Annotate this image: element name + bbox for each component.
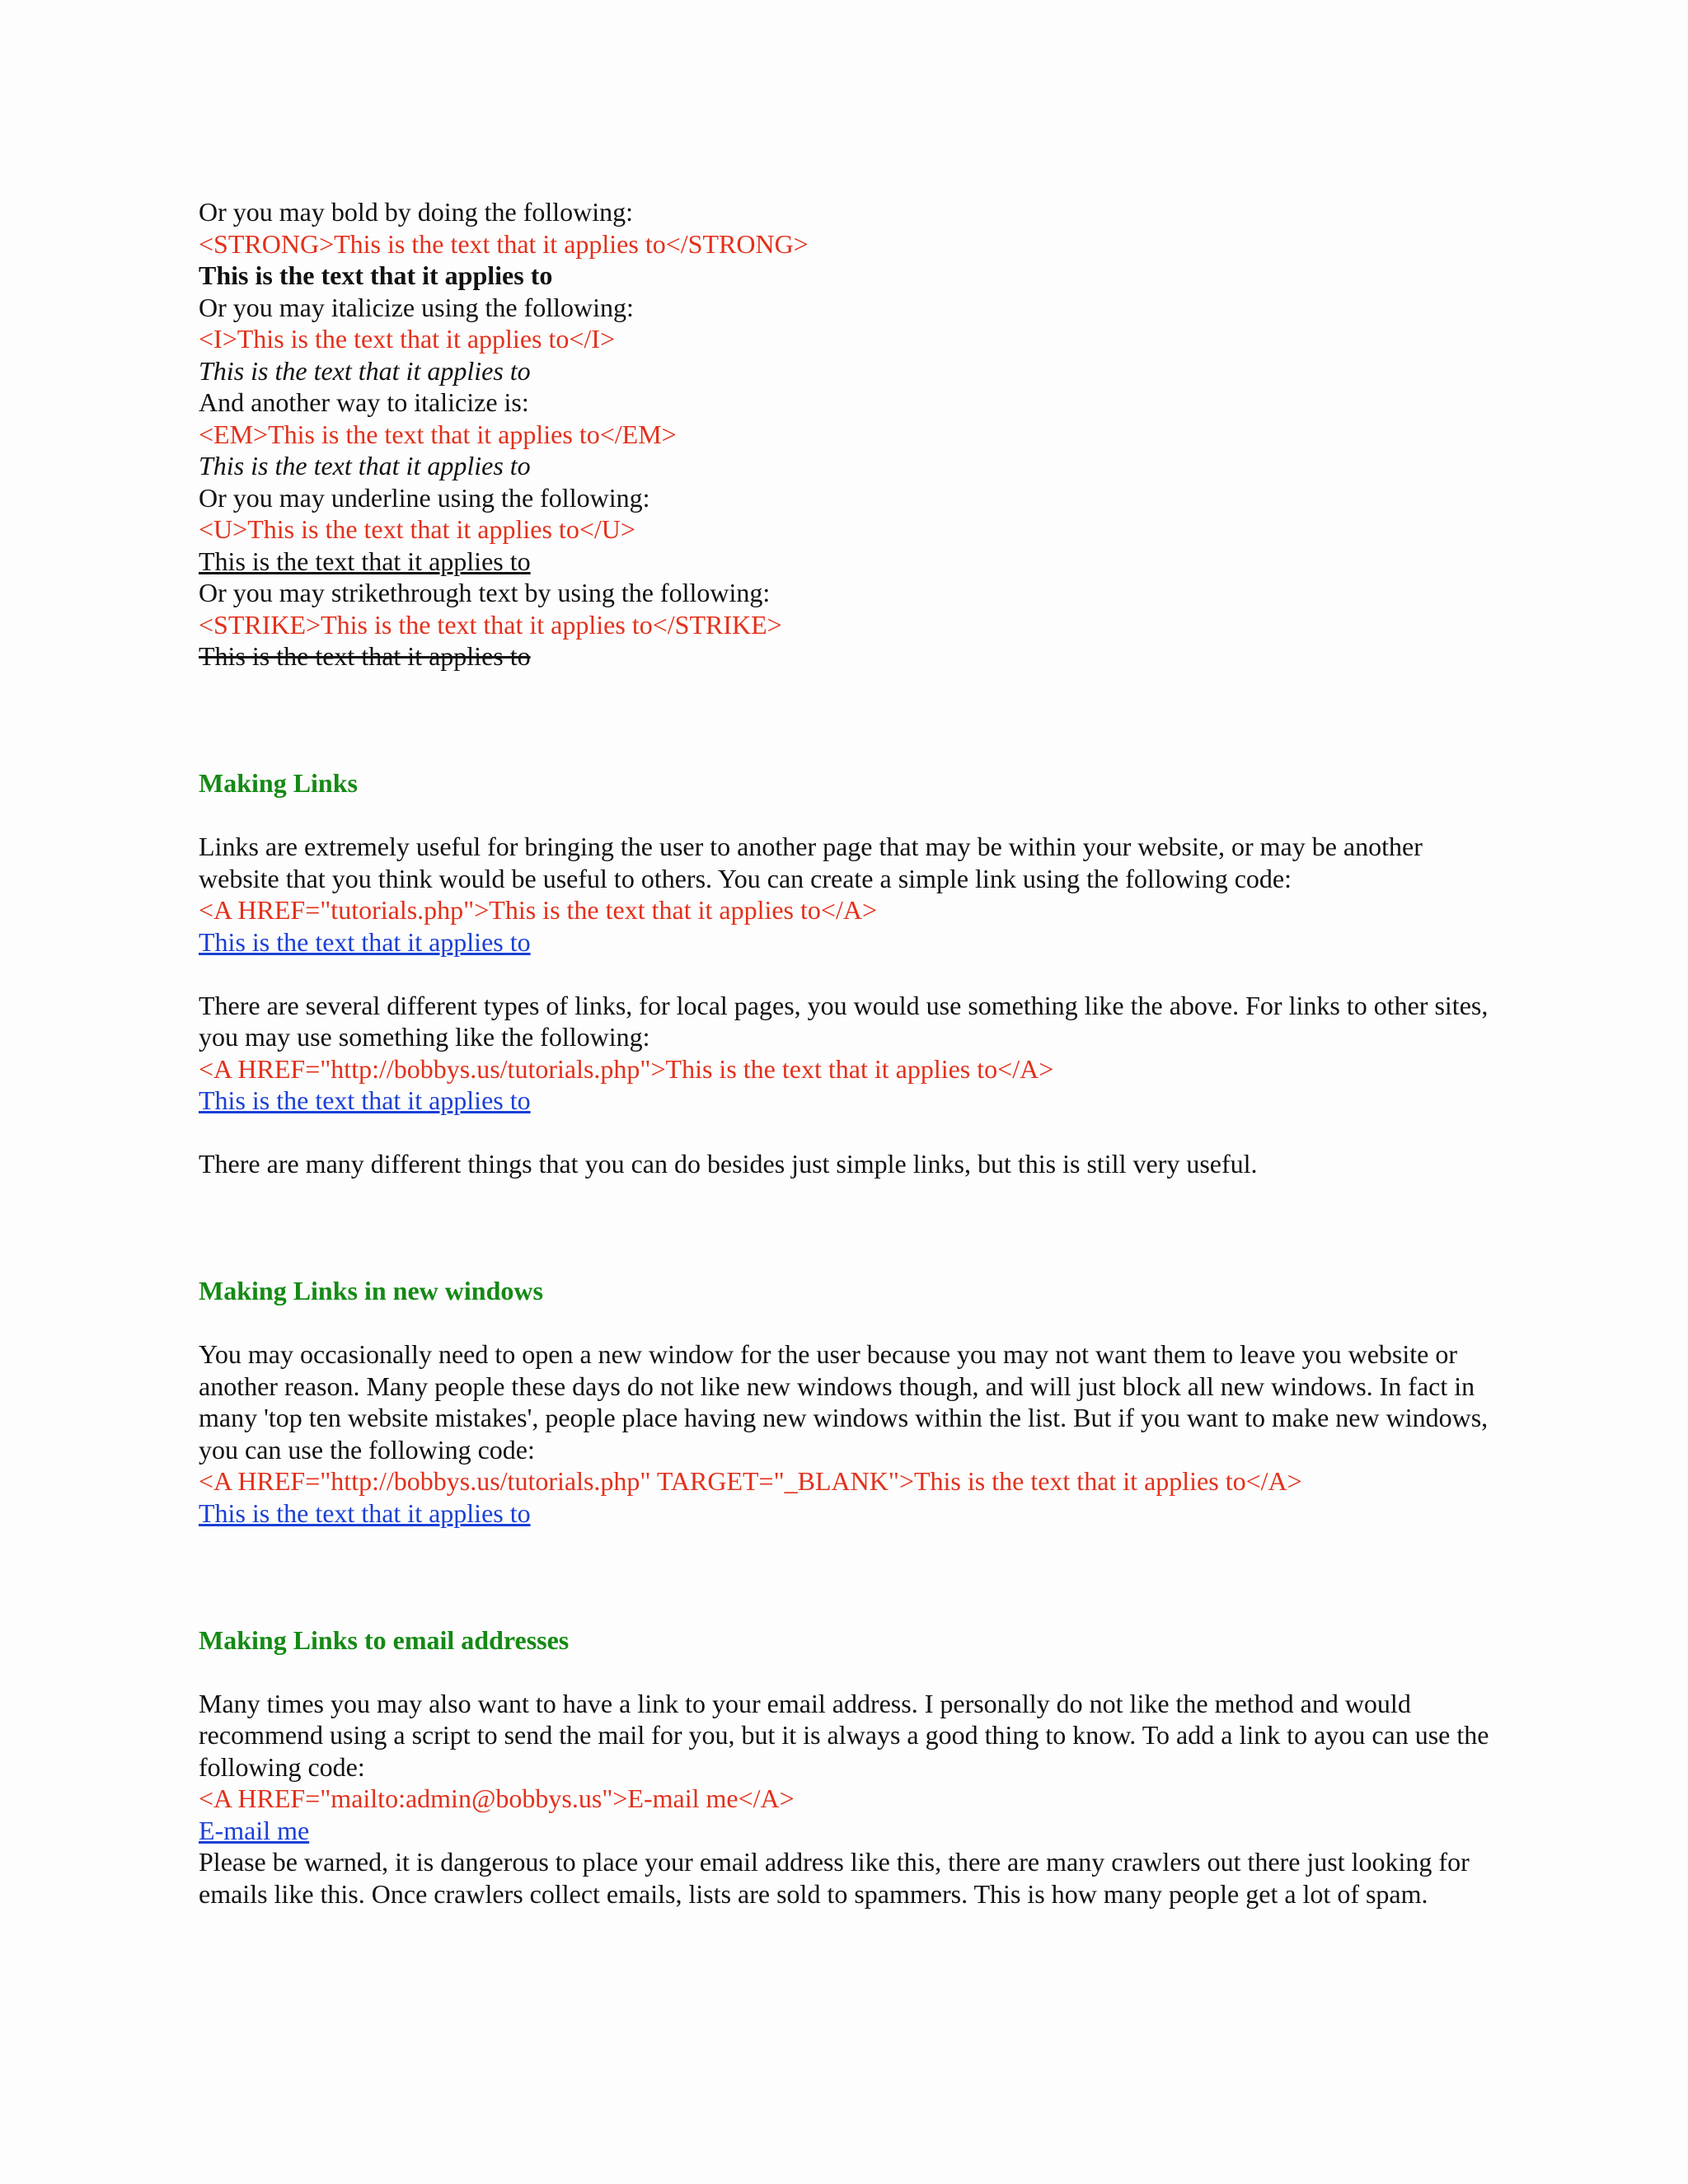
strike-intro: Or you may strikethrough text by using the following:	[199, 578, 771, 607]
links-intro: Links are extremely useful for bringing the user to another page that may be within your website, or may be another website that you think would be useful to others. You can create a simple link using the following code:	[199, 832, 1423, 893]
email-intro: Many times you may also want to have a link to your email address. I personally do not like the method and would recommend using a script to send the mail for you, but it is always a good thing to know. To add a link to ayou can use the following code:	[199, 1688, 1489, 1782]
bold-example: This is the text that it applies to	[199, 260, 553, 290]
new-windows-heading: Making Links in new windows	[199, 1276, 543, 1305]
new-windows-code-sample: <A HREF="http://bobbys.us/tutorials.php" TARGET="_BLANK">This is the text that it applies to</A>	[199, 1466, 1302, 1496]
email-section	[199, 1624, 1501, 1910]
document-page	[199, 196, 1501, 1910]
email-example-link[interactable]: E-mail me	[199, 1815, 310, 1845]
italic-intro: Or you may italicize using the following:	[199, 292, 634, 322]
example-link-2[interactable]: This is the text that it applies to	[199, 1085, 531, 1115]
em-intro: And another way to italicize is:	[199, 387, 529, 417]
italic-example: This is the text that it applies to	[199, 355, 531, 386]
underline-code-sample: <U>This is the text that it applies to</U>	[199, 514, 635, 544]
bold-code-sample: <STRONG>This is the text that it applies to</STRONG>	[199, 228, 809, 259]
italic-code-sample: <I>This is the text that it applies to</I>	[199, 324, 615, 354]
strike-code-sample: <STRIKE>This is the text that it applies to</STRIKE>	[199, 609, 782, 640]
email-warning: Please be warned, it is dangerous to place your email address like this, there are many crawlers out there just looking for emails like this. Once crawlers collect emails, lists are sold to spammers. This is how many people get a lot of spam.	[199, 1847, 1470, 1909]
email-code-sample: <A HREF="mailto:admin@bobbys.us">E-mail me</A>	[199, 1783, 795, 1813]
em-code-sample: <EM>This is the text that it applies to</EM>	[199, 419, 677, 449]
underline-intro: Or you may underline using the following:	[199, 482, 650, 513]
links-types-text: There are several different types of links, for local pages, you would use something like the above. For links to other sites, you may use something like the following:	[199, 990, 1489, 1052]
email-heading: Making Links to email addresses	[199, 1624, 570, 1655]
links-code-sample-1: <A HREF="tutorials.php">This is the text that it applies to</A>	[199, 895, 877, 925]
links-closing: There are many different things that you can do besides just simple links, but this is still very useful.	[199, 1149, 1258, 1179]
em-example: This is the text that it applies to	[199, 451, 531, 480]
new-windows-section	[199, 1275, 1501, 1529]
new-windows-intro: You may occasionally need to open a new window for the user because you may not want them to leave you website or another reason. Many people these days do not like new windows though, and will just block all new windows. In fact in many 'top ten website mistakes', people place having new windows within the list. But if you want to make new windows, you can use the following code:	[199, 1339, 1489, 1465]
links-code-sample-2: <A HREF="http://bobbys.us/tutorials.php">This is the text that it applies to</A>	[199, 1053, 1054, 1084]
links-section	[199, 767, 1501, 1180]
links-heading: Making Links	[199, 768, 358, 798]
example-link-1[interactable]: This is the text that it applies to	[199, 926, 531, 957]
formatting-section	[199, 196, 1501, 673]
underline-example: This is the text that it applies to	[199, 546, 531, 576]
strike-example: This is the text that it applies to	[199, 641, 531, 671]
bold-intro: Or you may bold by doing the following:	[199, 197, 634, 227]
new-window-example-link[interactable]: This is the text that it applies to	[199, 1497, 531, 1528]
